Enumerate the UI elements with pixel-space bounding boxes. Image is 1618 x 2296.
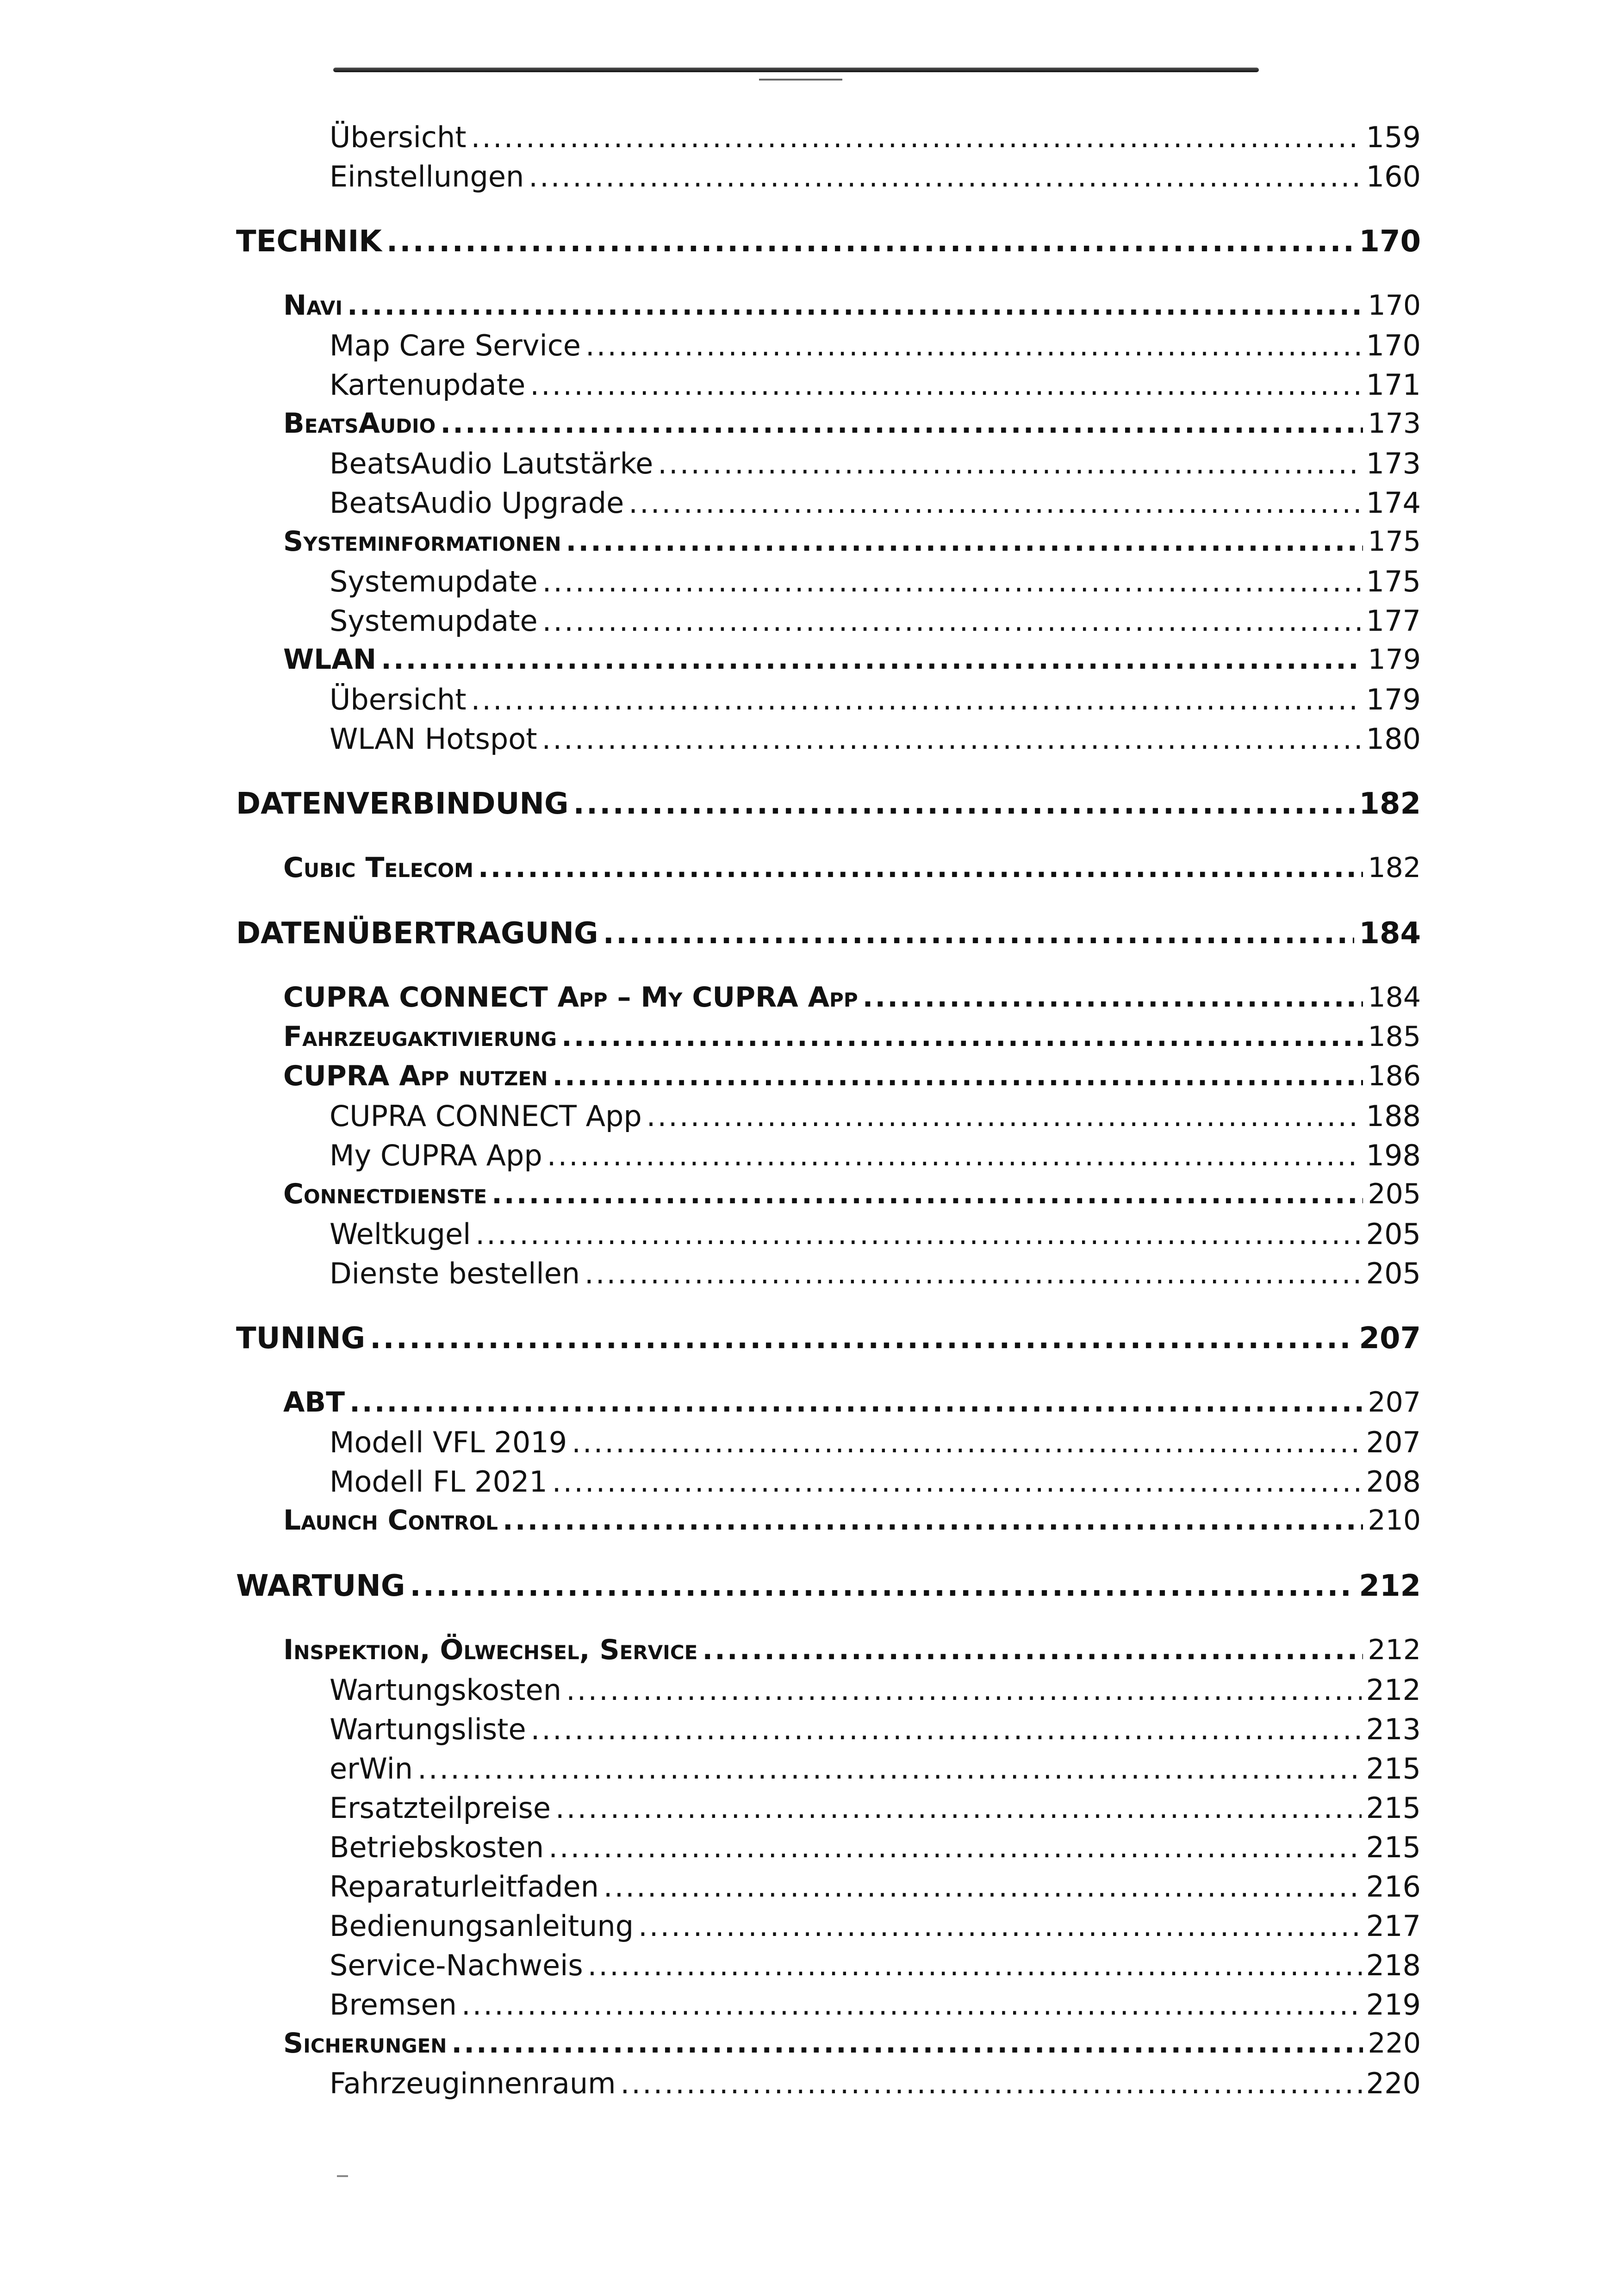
toc-entry[interactable]: Übersicht ..... 179 <box>330 683 1421 720</box>
leader-dots <box>621 2066 1362 2100</box>
page-number: 175 <box>1366 565 1421 598</box>
leader-dots <box>585 329 1362 362</box>
toc-entry[interactable]: CUPRA CONNECT App ..... 188 <box>330 1099 1421 1136</box>
toc-chapter[interactable]: WARTUNG ..... 212 <box>236 1569 1421 1606</box>
toc-entry[interactable]: Service-Nachweis ..... 218 <box>330 1948 1421 1985</box>
leader-dots <box>386 224 1355 259</box>
toc-entry[interactable]: erWin ..... 215 <box>330 1752 1421 1789</box>
page-number: 184 <box>1368 981 1421 1014</box>
leader-dots <box>566 1673 1362 1707</box>
page-number: 218 <box>1366 1948 1421 1982</box>
leader-dots <box>552 1060 1363 1092</box>
page-number: 215 <box>1366 1752 1421 1786</box>
leader-dots <box>547 1139 1362 1172</box>
toc-entry[interactable]: Reparaturleitfaden ..... 216 <box>330 1870 1421 1907</box>
toc-entry[interactable]: Betriebskosten ..... 215 <box>330 1830 1421 1867</box>
leader-dots <box>478 852 1363 884</box>
leader-dots <box>573 787 1355 821</box>
page-number: 212 <box>1366 1673 1421 1707</box>
leader-dots <box>381 643 1363 676</box>
page-number: 170 <box>1366 329 1421 362</box>
page-number: 216 <box>1366 1870 1421 1904</box>
page-number: 188 <box>1366 1099 1421 1133</box>
leader-dots <box>542 604 1362 638</box>
page-number: 160 <box>1366 160 1421 193</box>
toc-section[interactable]: Fahrzeugaktivierung ..... 185 <box>283 1020 1421 1058</box>
page-number: 174 <box>1366 486 1421 520</box>
page-number: 208 <box>1366 1465 1421 1499</box>
toc-section[interactable]: Navi ..... 170 <box>283 289 1421 326</box>
leader-dots <box>475 1217 1361 1251</box>
leader-dots <box>629 486 1361 520</box>
leader-dots <box>548 1830 1361 1864</box>
leader-dots <box>552 1465 1362 1499</box>
page-number: 198 <box>1366 1139 1421 1172</box>
toc-entry[interactable]: WLAN Hotspot ..... 180 <box>330 722 1421 759</box>
page-number: 182 <box>1368 852 1421 884</box>
page-number: 159 <box>1366 120 1421 154</box>
leader-dots <box>572 1425 1361 1459</box>
toc-entry[interactable]: Wartungsliste ..... 213 <box>330 1712 1421 1749</box>
toc-entry[interactable]: Weltkugel ..... 205 <box>330 1217 1421 1254</box>
toc-section[interactable]: WLAN ..... 179 <box>283 643 1421 680</box>
toc-entry[interactable]: Ersatzteilpreise ..... 215 <box>330 1791 1421 1828</box>
page-number: 207 <box>1368 1386 1421 1419</box>
page-number: 205 <box>1368 1178 1421 1210</box>
leader-dots <box>347 289 1363 322</box>
header-rule-mark <box>759 79 842 81</box>
leader-dots <box>451 2027 1363 2060</box>
footer-mark <box>337 2175 348 2177</box>
leader-dots <box>530 368 1361 402</box>
toc-section[interactable]: ABT ..... 207 <box>283 1386 1421 1423</box>
leader-dots <box>863 981 1363 1014</box>
toc-section[interactable]: Sicherungen ..... 220 <box>283 2027 1421 2064</box>
toc-entry[interactable]: My CUPRA App ..... 198 <box>330 1139 1421 1176</box>
toc-entry[interactable]: Bremsen ..... 219 <box>330 1988 1421 2025</box>
toc-entry[interactable]: Einstellungen ..... 160 <box>330 160 1421 197</box>
page-number: 179 <box>1366 683 1421 716</box>
page-number: 213 <box>1366 1712 1421 1746</box>
page-number: 212 <box>1368 1634 1421 1666</box>
toc-chapter[interactable]: TECHNIK ..... 170 <box>236 224 1421 261</box>
toc-section[interactable]: CUPRA CONNECT App – My CUPRA App ..... 184 <box>283 981 1421 1018</box>
leader-dots <box>555 1791 1362 1825</box>
toc-entry[interactable]: Modell VFL 2019 ..... 207 <box>330 1425 1421 1462</box>
page-number: 173 <box>1368 407 1421 440</box>
toc-entry[interactable]: Modell FL 2021 ..... 208 <box>330 1465 1421 1502</box>
toc-entry[interactable]: BeatsAudio Lautstärke ..... 173 <box>330 447 1421 484</box>
page-number: 173 <box>1366 447 1421 480</box>
leader-dots <box>603 916 1355 951</box>
toc-entry[interactable]: Wartungskosten ..... 212 <box>330 1673 1421 1710</box>
page-number: 215 <box>1366 1830 1421 1864</box>
toc-entry[interactable]: BeatsAudio Upgrade ..... 174 <box>330 486 1421 523</box>
page-number: 205 <box>1366 1217 1421 1251</box>
toc-chapter[interactable]: TUNING ..... 207 <box>236 1321 1421 1358</box>
page-number: 220 <box>1366 2066 1421 2100</box>
toc-entry[interactable]: Map Care Service ..... 170 <box>330 329 1421 366</box>
page-number: 219 <box>1366 1988 1421 2022</box>
leader-dots <box>417 1752 1362 1786</box>
leader-dots <box>702 1634 1363 1666</box>
leader-dots <box>529 160 1361 193</box>
leader-dots <box>531 1712 1362 1746</box>
toc-entry[interactable]: Übersicht ..... 159 <box>330 120 1421 157</box>
page-number: 210 <box>1368 1504 1421 1537</box>
page-number: 175 <box>1368 525 1421 558</box>
page-number: 212 <box>1359 1569 1421 1603</box>
page-number: 170 <box>1368 289 1421 322</box>
toc-section[interactable]: Launch Control ..... 210 <box>283 1504 1421 1541</box>
leader-dots <box>492 1178 1363 1210</box>
toc-section[interactable]: Cubic Telecom ..... 182 <box>283 852 1421 889</box>
toc-entry[interactable]: Dienste bestellen ..... 205 <box>330 1257 1421 1294</box>
toc-entry[interactable]: Fahrzeuginnenraum ..... 220 <box>330 2066 1421 2103</box>
page-number: 207 <box>1359 1321 1421 1356</box>
toc-chapter[interactable]: DATENVERBINDUNG ..... 182 <box>236 787 1421 824</box>
leader-dots <box>471 120 1362 154</box>
toc-chapter[interactable]: DATENÜBERTRAGUNG ..... 184 <box>236 916 1421 953</box>
toc-section[interactable]: Systeminformationen ..... 175 <box>283 525 1421 562</box>
page-number: 182 <box>1359 787 1421 821</box>
page-number: 170 <box>1359 224 1421 259</box>
leader-dots <box>566 525 1363 558</box>
leader-dots <box>561 1020 1363 1053</box>
leader-dots <box>471 683 1362 716</box>
leader-dots <box>410 1569 1354 1603</box>
toc-entry[interactable]: Bedienungsanleitung ..... 217 <box>330 1909 1421 1946</box>
page-number: 220 <box>1368 2027 1421 2060</box>
leader-dots <box>647 1099 1362 1133</box>
page-number: 185 <box>1368 1020 1421 1053</box>
page-number: 179 <box>1368 643 1421 676</box>
page-number: 186 <box>1368 1060 1421 1092</box>
leader-dots <box>585 1257 1362 1290</box>
page-number: 205 <box>1366 1257 1421 1290</box>
page-number: 180 <box>1366 722 1421 756</box>
page-number: 171 <box>1366 368 1421 402</box>
leader-dots <box>440 407 1363 440</box>
leader-dots <box>461 1988 1362 2022</box>
leader-dots <box>542 565 1362 598</box>
toc-section[interactable]: Connectdienste ..... 205 <box>283 1178 1421 1215</box>
leader-dots <box>658 447 1361 480</box>
leader-dots <box>638 1909 1362 1943</box>
toc-section[interactable]: CUPRA App nutzen ..... 186 <box>283 1060 1421 1097</box>
leader-dots <box>542 722 1362 756</box>
toc-section[interactable]: BeatsAudio ..... 173 <box>283 407 1421 444</box>
leader-dots <box>370 1321 1354 1356</box>
page-number: 177 <box>1366 604 1421 638</box>
page-number: 217 <box>1366 1909 1421 1943</box>
leader-dots <box>588 1948 1362 1982</box>
page-number: 215 <box>1366 1791 1421 1825</box>
toc-entry[interactable]: Systemupdate ..... 175 <box>330 565 1421 602</box>
toc-entry[interactable]: Systemupdate ..... 177 <box>330 604 1421 641</box>
toc-entry[interactable]: Kartenupdate ..... 171 <box>330 368 1421 405</box>
page-number: 184 <box>1359 916 1421 951</box>
leader-dots <box>349 1386 1363 1419</box>
page-number: 207 <box>1366 1425 1421 1459</box>
leader-dots <box>604 1870 1362 1904</box>
header-rule <box>333 68 1259 72</box>
toc-section[interactable]: Inspektion, Ölwechsel, Service ..... 212 <box>283 1634 1421 1671</box>
leader-dots <box>503 1504 1363 1537</box>
